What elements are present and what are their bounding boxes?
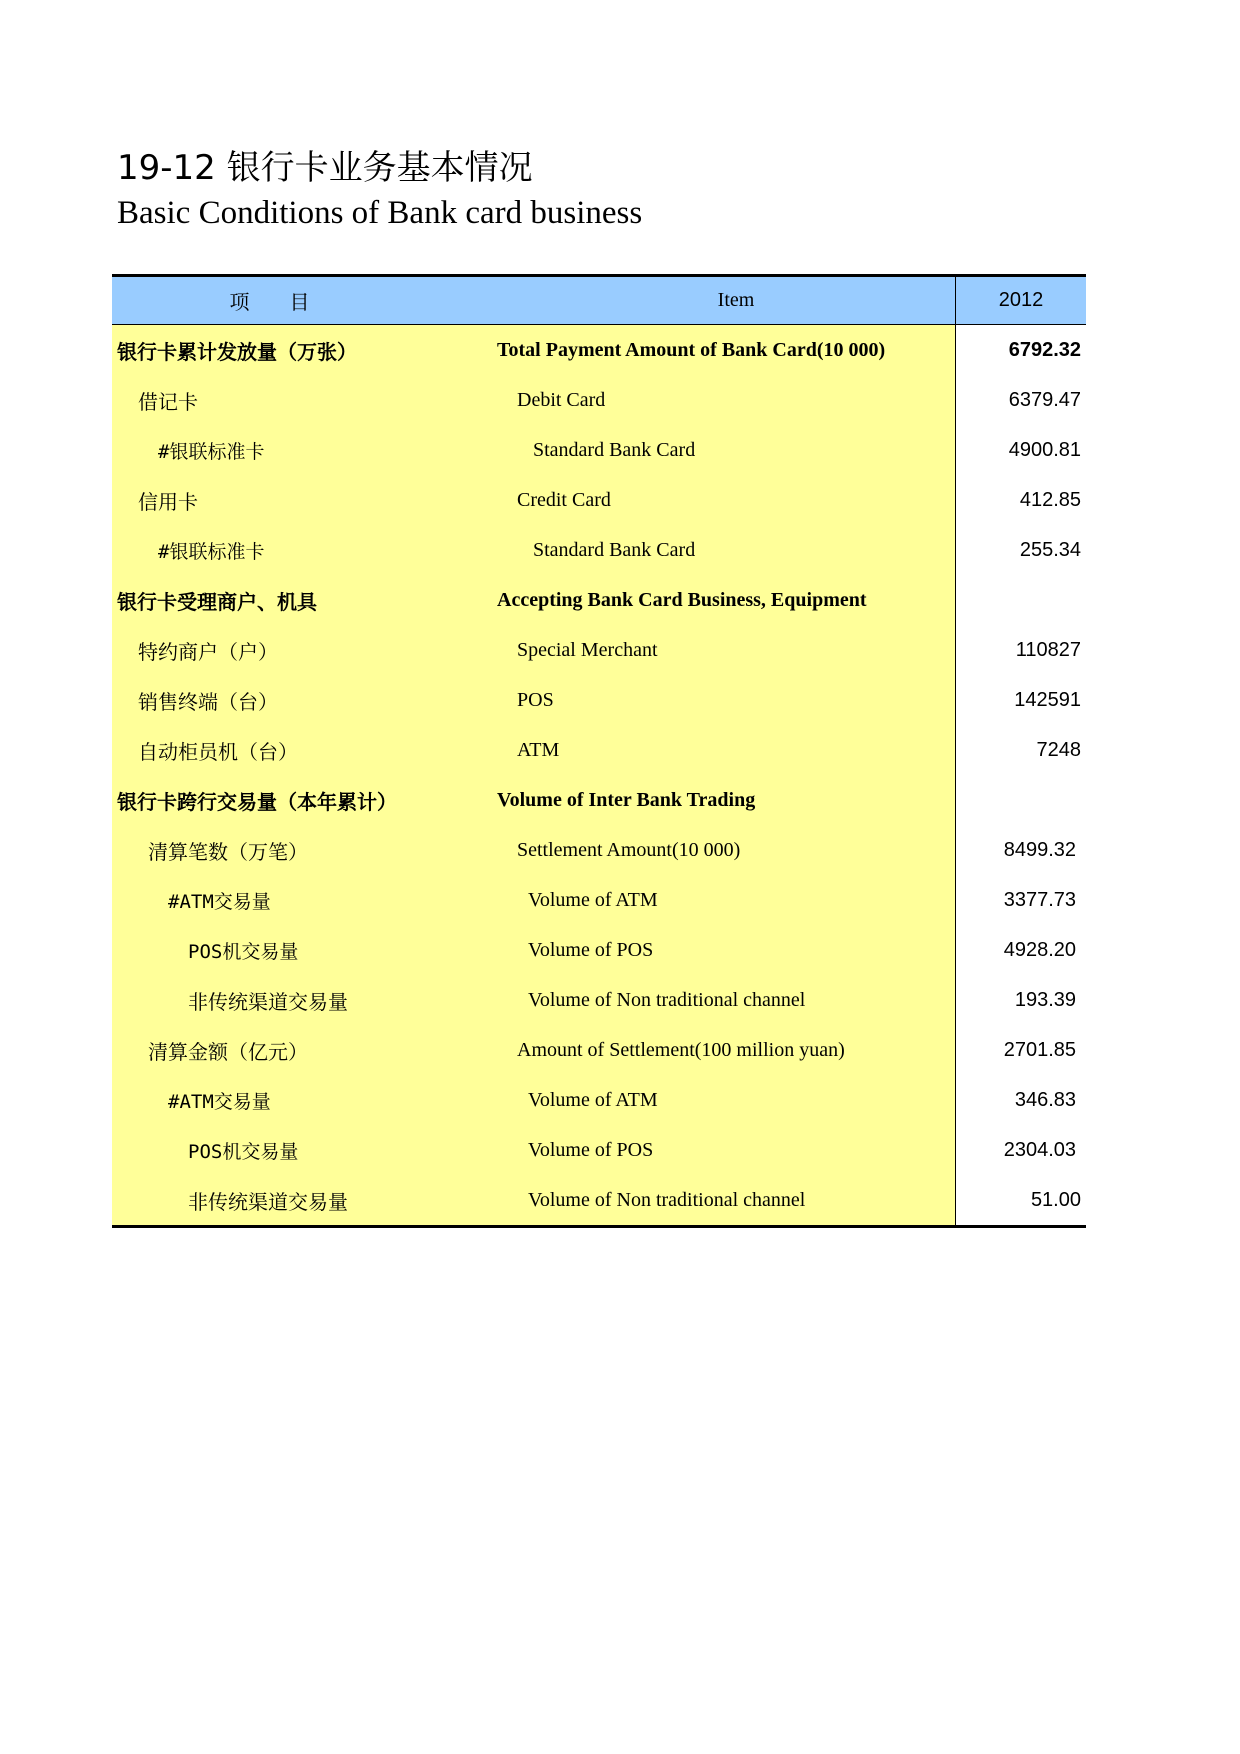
row-label-cn: 清算笔数（万笔） [112, 825, 497, 875]
header-item-en: Item [717, 289, 755, 311]
row-value: 4928.20 [955, 925, 1086, 975]
row-value: 2304.03 [955, 1125, 1086, 1175]
row-label-en: Volume of ATM [497, 1075, 955, 1125]
row-label-en: Volume of Inter Bank Trading [497, 775, 955, 825]
row-label-en: Total Payment Amount of Bank Card(10 000) [497, 325, 955, 375]
row-value: 346.83 [955, 1075, 1086, 1125]
table-row [112, 1125, 1086, 1175]
row-value: 193.39 [955, 975, 1086, 1025]
data-table [112, 274, 1086, 1228]
table-row [112, 325, 1086, 375]
row-label-cn: 信用卡 [112, 475, 497, 525]
table-row [112, 525, 1086, 575]
row-label-cn: 借记卡 [112, 375, 497, 425]
row-value: 2701.85 [955, 1025, 1086, 1075]
table-row [112, 975, 1086, 1025]
row-label-en: Settlement Amount(10 000) [497, 825, 955, 875]
row-label-en: POS [497, 675, 955, 725]
table-row [112, 375, 1086, 425]
row-value: 3377.73 [955, 875, 1086, 925]
row-label-en: Volume of POS [497, 925, 955, 975]
row-label-cn: 清算金额（亿元） [112, 1025, 497, 1075]
row-label-cn: 非传统渠道交易量 [112, 975, 497, 1025]
row-value [955, 775, 1086, 825]
row-value: 8499.32 [955, 825, 1086, 875]
row-value: 51.00 [955, 1175, 1086, 1225]
row-label-cn: 销售终端（台） [112, 675, 497, 725]
table-row [112, 1025, 1086, 1075]
table-row [112, 825, 1086, 875]
row-label-en: Volume of Non traditional channel [497, 975, 955, 1025]
row-label-cn: 自动柜员机（台） [112, 725, 497, 775]
row-label-cn: POS机交易量 [112, 1125, 497, 1175]
table-row [112, 475, 1086, 525]
row-value: 6792.32 [955, 325, 1086, 375]
row-value: 7248 [955, 725, 1086, 775]
table-row [112, 725, 1086, 775]
page-title-en: Basic Conditions of Bank card business [117, 195, 643, 231]
row-value [955, 575, 1086, 625]
row-value: 255.34 [955, 525, 1086, 575]
table-row [112, 575, 1086, 625]
row-label-cn: 特约商户（户） [112, 625, 497, 675]
row-label-cn: #ATM交易量 [112, 875, 497, 925]
row-value: 6379.47 [955, 375, 1086, 425]
row-value: 110827 [955, 625, 1086, 675]
row-label-en: Standard Bank Card [497, 425, 955, 475]
table-body [112, 325, 1086, 1225]
row-label-cn: 银行卡跨行交易量（本年累计） [112, 775, 497, 825]
row-label-en: Special Merchant [497, 625, 955, 675]
row-label-en: Standard Bank Card [497, 525, 955, 575]
header-year: 2012 [955, 277, 1086, 324]
row-label-en: ATM [497, 725, 955, 775]
row-value: 142591 [955, 675, 1086, 725]
row-label-cn: #ATM交易量 [112, 1075, 497, 1125]
title-chinese: 银行卡业务基本情况 [226, 148, 533, 188]
row-label-en: Credit Card [497, 475, 955, 525]
row-label-cn: POS机交易量 [112, 925, 497, 975]
table-row [112, 1075, 1086, 1125]
table-row [112, 1175, 1086, 1225]
table-header-row [112, 277, 1086, 325]
row-value: 4900.81 [955, 425, 1086, 475]
row-label-cn: 非传统渠道交易量 [112, 1175, 497, 1225]
table-row [112, 775, 1086, 825]
table-row [112, 675, 1086, 725]
header-item-cn: 项 目 [229, 290, 310, 314]
table-row [112, 875, 1086, 925]
row-label-en: Accepting Bank Card Business, Equipment [497, 575, 955, 625]
row-label-cn: 银行卡累计发放量（万张） [112, 325, 497, 375]
table-row [112, 425, 1086, 475]
row-label-cn: #银联标准卡 [112, 525, 497, 575]
table-row [112, 625, 1086, 675]
row-label-en: Volume of POS [497, 1125, 955, 1175]
page-title-cn [117, 145, 533, 191]
table-code: 19-12 [117, 148, 216, 188]
row-label-cn: #银联标准卡 [112, 425, 497, 475]
row-label-en: Debit Card [497, 375, 955, 425]
table-row [112, 925, 1086, 975]
row-value: 412.85 [955, 475, 1086, 525]
row-label-en: Volume of ATM [497, 875, 955, 925]
row-label-cn: 银行卡受理商户、机具 [112, 575, 497, 625]
row-label-en: Volume of Non traditional channel [497, 1175, 955, 1225]
row-label-en: Amount of Settlement(100 million yuan) [497, 1025, 955, 1075]
